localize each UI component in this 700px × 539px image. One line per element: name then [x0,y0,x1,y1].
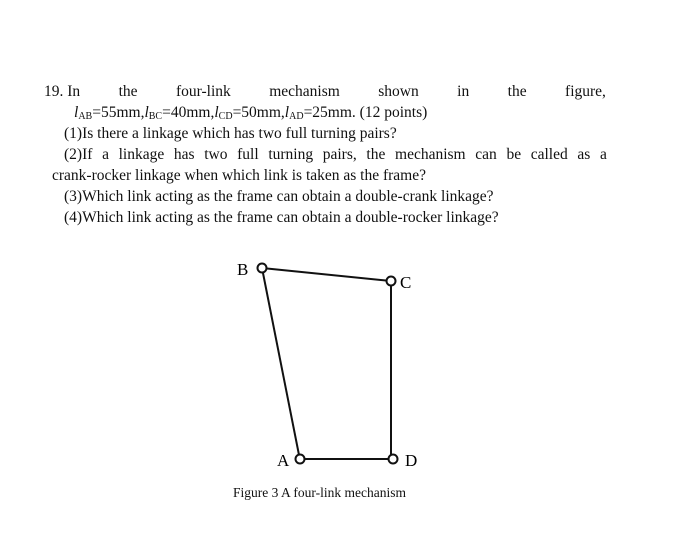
word: full [237,146,259,163]
length-symbol: l [284,104,290,121]
word: linkage [118,146,165,163]
word: mechanism [395,146,466,163]
word: can [475,146,497,163]
word: be [506,146,522,163]
length-symbol: l [214,104,219,121]
word: pairs, [322,146,357,163]
length-symbol: l [144,104,149,121]
word: as [577,146,591,163]
question-2-line2: crank-rocker linkage when which link is taken as the frame? [52,167,426,184]
joint-b [258,264,267,273]
word: turning [268,146,314,163]
word: two [204,146,228,163]
length-value: =50mm, [232,104,285,121]
length-value: =25mm. [303,104,356,121]
length-subscript: AB [78,111,93,122]
link-ab [262,268,299,455]
word: has [173,146,195,163]
label-b: B [237,260,249,279]
label-c: C [400,273,412,292]
figure-caption: Figure 3 A four-link mechanism [233,485,406,500]
label-a: A [277,451,290,470]
joint-c [387,277,396,286]
word: the [118,83,138,100]
word: figure, [565,83,606,100]
word: called [530,146,568,163]
joint-d [389,455,398,464]
word: a [102,146,109,163]
link-bc [262,268,391,281]
length-symbol: l [74,104,79,121]
label-d: D [405,451,418,470]
length-value: =55mm, [92,104,145,121]
question-4: (4)Which link acting as the frame can obtain a double-rocker linkage? [64,209,499,226]
word: four-link [175,83,231,100]
length-subscript: BC [148,111,163,122]
length-subscript: AD [289,111,304,122]
word: the [507,83,527,100]
joint-a [296,455,305,464]
question-3: (3)Which link acting as the frame can obtain a double-crank linkage? [64,188,494,205]
question-1: (1)Is there a linkage which has two full turning pairs? [64,125,397,142]
length-subscript: CD [218,111,233,122]
word: (2)If [64,146,93,163]
word: the [366,146,386,163]
word: 19. In [44,83,81,100]
points-text: (12 points) [355,104,428,121]
word: shown [378,83,419,100]
word: mechanism [269,83,340,100]
length-value: =40mm, [162,104,215,121]
word: in [457,83,470,100]
word: a [599,146,607,163]
